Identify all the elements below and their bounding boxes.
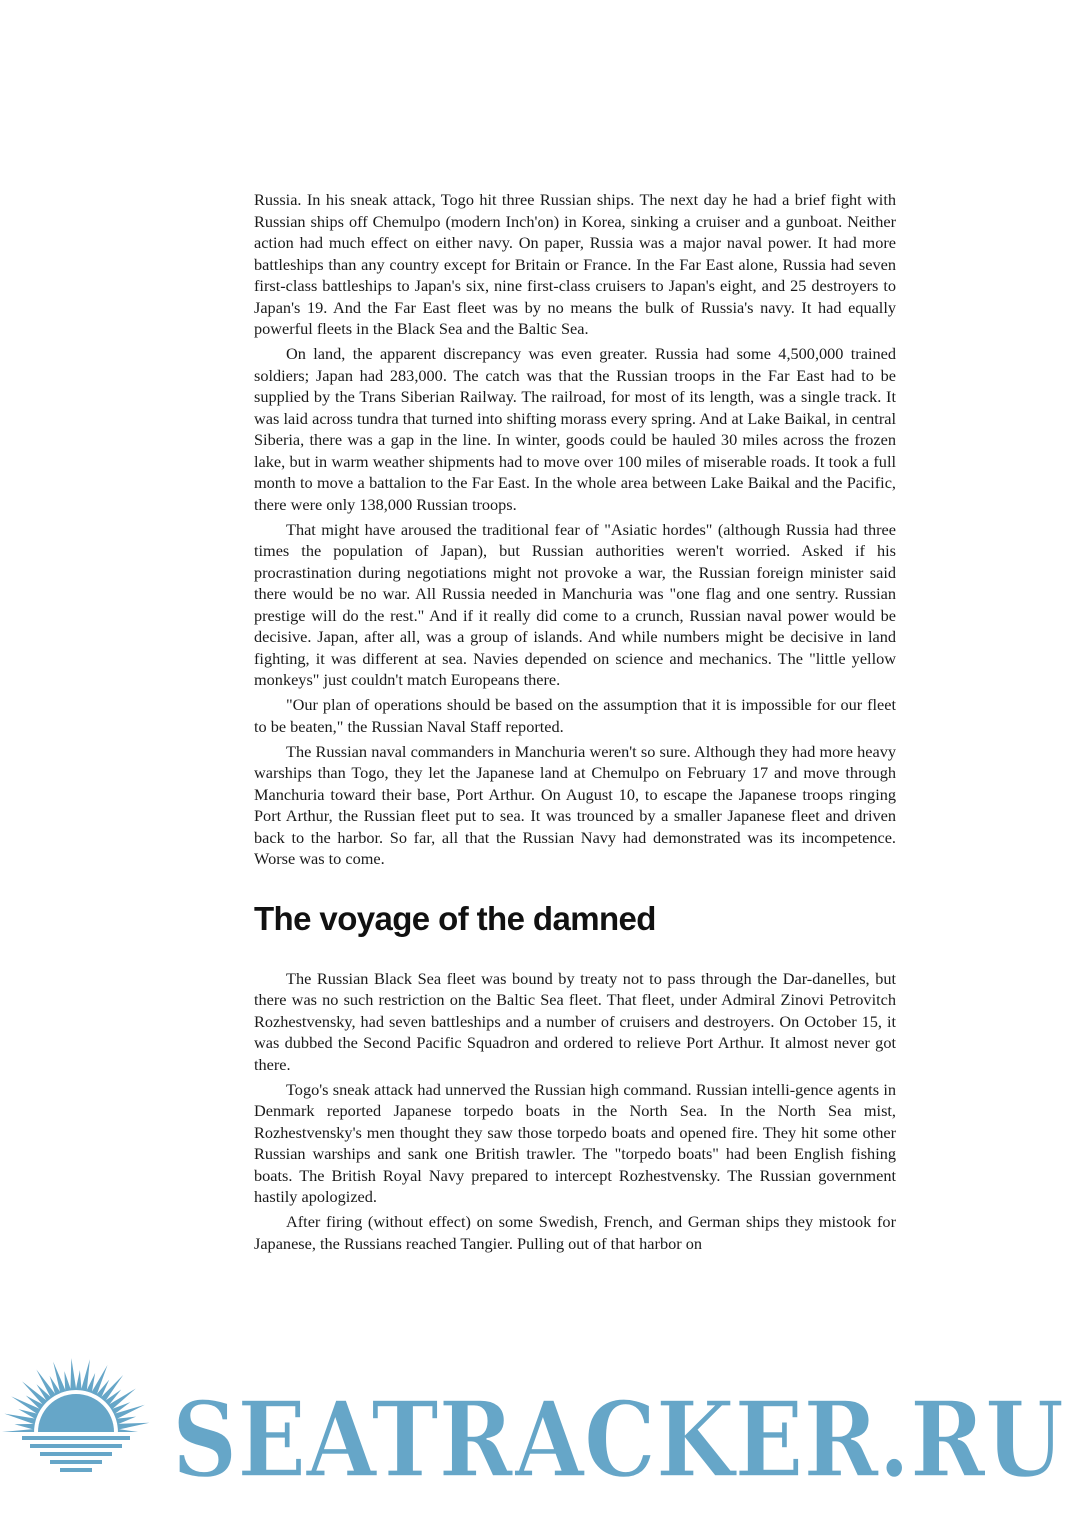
paragraph: After firing (without effect) on some Swedish, French, and German ships they mistook for Japanese, the Russians reached Tangier. Pulling out of that harbor on xyxy=(254,1212,896,1253)
paragraph: Russia. In his sneak attack, Togo hit three Russian ships. The next day he had a brief fight with Russian ships off Chemulpo (modern Inch'on) in Korea, sinking a cruiser and a gunboat. Neither action had much effect on either navy. On paper, Russia was a major naval power. It had more battleships than any country except for Britain or France. In the Far East alone, Russia had seven first-class battleships to Japan's six, nine first-class cruisers to Japan's eight, and 25 destroyers to Japan's 19. And the Far East fleet was by no means the bulk of Russia's navy. It had equally powerful fleets in the Black Sea and the Baltic Sea. xyxy=(254,190,896,338)
section-heading: The voyage of the damned xyxy=(254,899,656,937)
sun-ray xyxy=(70,1358,76,1390)
sun-ray xyxy=(64,1371,71,1391)
paragraph: "Our plan of operations should be based on the assumption that it is impossible for our fleet to be beaten," the Russian Naval Staff reported. xyxy=(254,695,896,736)
paragraph: That might have aroused the traditional fear of "Asiatic hordes" (although Russia had three times the population of Japan), but Russian authorities weren't worried. Asked if his procrastination during negotiations might not provoke a war, the Russian foreign minister said there would be no war. All Russia needed in Manchuria was "one flag and one sentry. Russian prestige will do the rest." And if it really did come to a crunch, Russian naval power would be decisive. Japan, after all, was a group of islands. And while numbers might be decisive in land fighting, it was different at sea. Navies depended on science and mechanics. The "little yellow monkeys" just couldn't match Europeans there. xyxy=(254,519,896,689)
paragraph: Togo's sneak attack had unnerved the Russian high command. Russian intelli-gence agents in Denmark reported Japanese torpedo boats in the North Sea. In the North Sea mist, Rozhestvensky's men thought they saw those torpedo boats and opened fire. They hit some other Russian warships and sank one British trawler. The "torpedo boats" had been English fishing boats. The British Royal Navy prepared to intercept Rozhestvensky. The Russian government hastily apologized. xyxy=(254,1079,896,1206)
watermark-logo xyxy=(0,1352,1080,1515)
paragraph: The Russian naval commanders in Manchuria weren't so sure. Although they had more heavy warships than Togo, they let the Japanese land at Chemulpo on February 17 and move through Manchuria toward their base, Port Arthur. On August 10, to escape the Japanese troops ringing Port Arthur, the Russian fleet put to sea. It was trounced by a smaller Japanese fleet and driven back to the harbor. So far, all that the Russian Navy had demonstrated was its incompetence. Worse was to come. xyxy=(254,741,896,868)
watermark-text: SEATRACKER.RU xyxy=(172,1378,1064,1501)
sun-ray xyxy=(14,1424,34,1430)
sun-ray xyxy=(117,1423,149,1430)
sun-icon xyxy=(0,1358,160,1515)
page-body xyxy=(254,189,896,1258)
paragraph: On land, the apparent discrepancy was even greater. Russia had some 4,500,000 trained soldiers; Japan had 283,000. The catch was that the Russian troops in the Far East had to be supplied by the Trans Siberian Railway. The railroad, for most of its length, was a single track. It was laid across tundra that turned into shifting morass every spring. And at Lake Baikal, in central Siberia, there was a gap in the line. In winter, goods could be hauled 30 miles across the frozen lake, but in warm weather shipments had to move over 100 miles of miserable roads. It took a full month to move a battalion to the Far East. In the whole area between Lake Baikal and the Pacific, there were only 138,000 Russian troops. xyxy=(254,344,896,514)
paragraph: The Russian Black Sea fleet was bound by treaty not to pass through the Dar-danelles, but there was no such restriction on the Baltic Sea fleet. That fleet, under Admiral Zinovi Petrovitch Rozhestvensky, had seven battleships and a number of cruisers and destroyers. On October 15, it was dubbed the Second Pacific Squadron and ordered to relieve Port Arthur. It almost never got there. xyxy=(254,968,896,1074)
sun-ray xyxy=(76,1370,82,1390)
